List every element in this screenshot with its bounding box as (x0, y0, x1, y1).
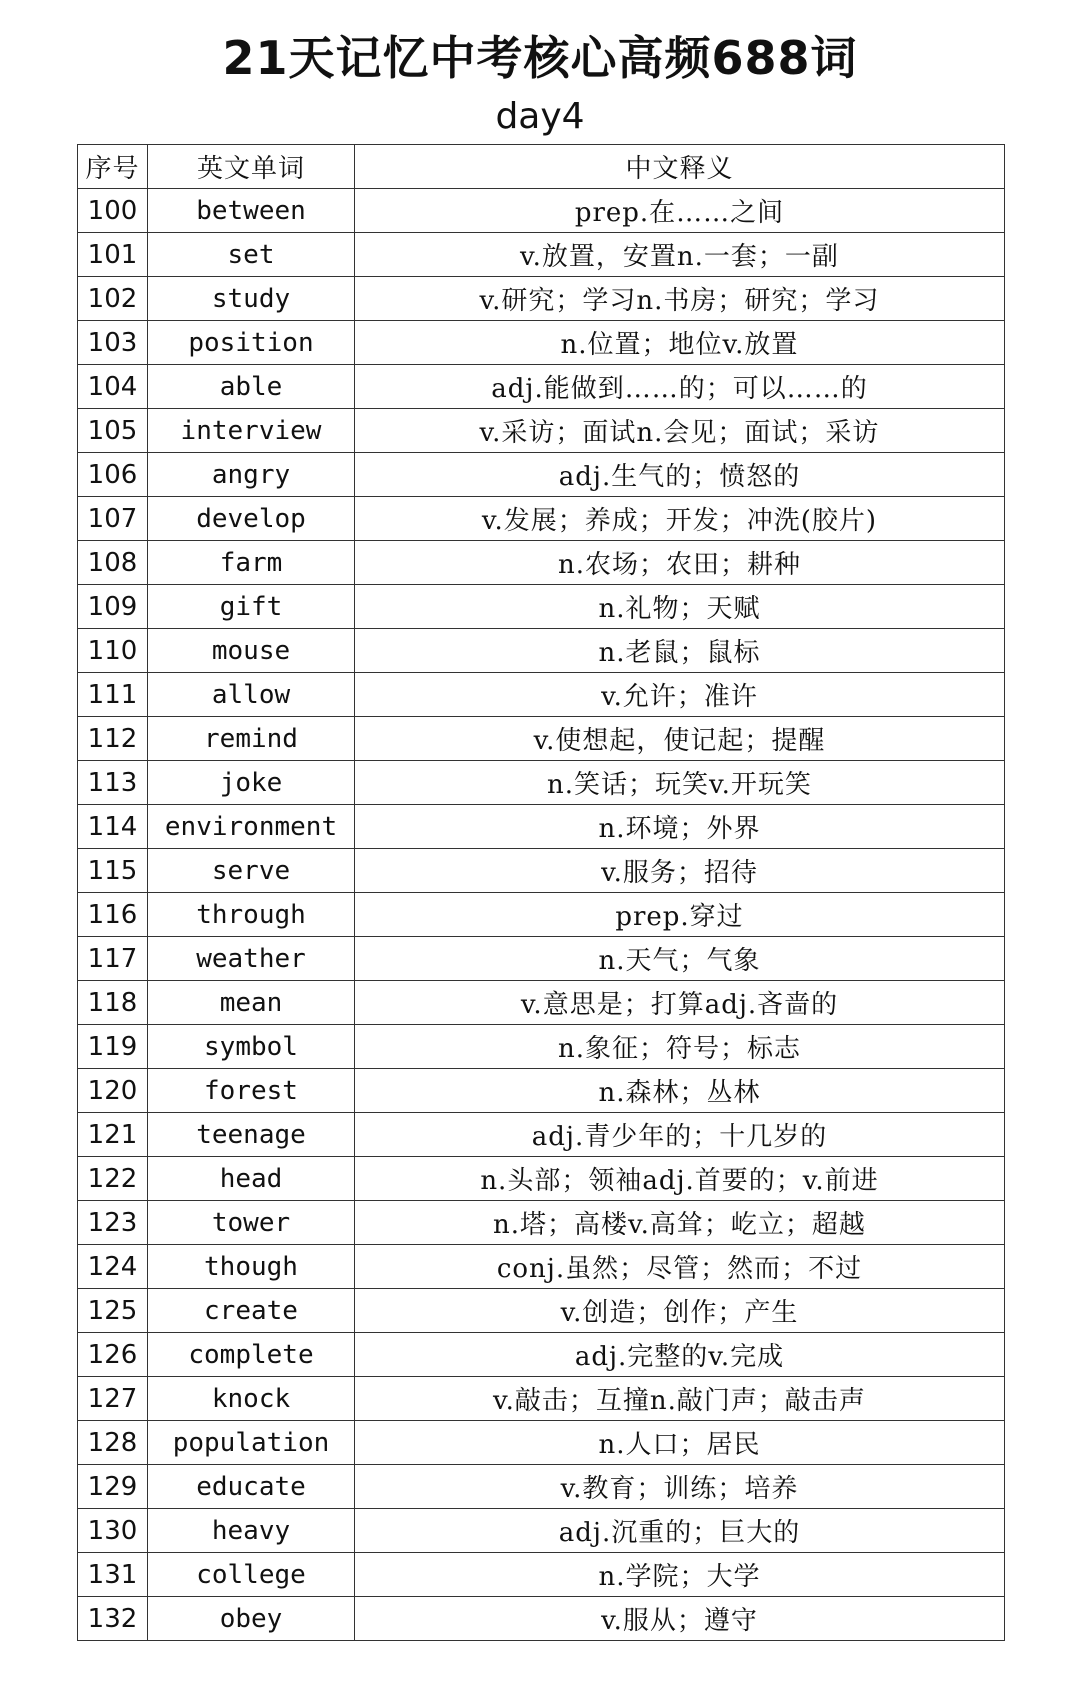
cell-chinese-meaning: prep.在……之间 (355, 189, 1005, 233)
cell-english-word: between (148, 189, 355, 233)
cell-english-word: develop (148, 497, 355, 541)
table-row (78, 1509, 1005, 1553)
table-row (78, 805, 1005, 849)
table-row (78, 717, 1005, 761)
cell-chinese-meaning: n.环境；外界 (355, 805, 1005, 849)
cell-english-word: angry (148, 453, 355, 497)
table-row (78, 1157, 1005, 1201)
cell-english-word: environment (148, 805, 355, 849)
table-row (78, 541, 1005, 585)
cell-number: 120 (78, 1069, 148, 1113)
table-row (78, 849, 1005, 893)
cell-english-word: population (148, 1421, 355, 1465)
table-row (78, 365, 1005, 409)
cell-chinese-meaning: n.农场；农田；耕种 (355, 541, 1005, 585)
cell-english-word: weather (148, 937, 355, 981)
table-row (78, 1333, 1005, 1377)
cell-number: 127 (78, 1377, 148, 1421)
table-row (78, 761, 1005, 805)
cell-number: 107 (78, 497, 148, 541)
vocabulary-table (77, 144, 1005, 1641)
table-header-row (78, 145, 1005, 189)
cell-english-word: heavy (148, 1509, 355, 1553)
table-row (78, 189, 1005, 233)
table-row (78, 937, 1005, 981)
cell-english-word: gift (148, 585, 355, 629)
cell-chinese-meaning: v.服从；遵守 (355, 1597, 1005, 1641)
cell-chinese-meaning: v.发展；养成；开发；冲洗(胶片) (355, 497, 1005, 541)
header-number: 序号 (78, 145, 148, 189)
table-row (78, 1069, 1005, 1113)
cell-english-word: tower (148, 1201, 355, 1245)
cell-number: 117 (78, 937, 148, 981)
cell-english-word: joke (148, 761, 355, 805)
cell-number: 128 (78, 1421, 148, 1465)
cell-english-word: though (148, 1245, 355, 1289)
table-row (78, 1113, 1005, 1157)
table-row (78, 981, 1005, 1025)
cell-chinese-meaning: v.服务；招待 (355, 849, 1005, 893)
cell-english-word: serve (148, 849, 355, 893)
cell-number: 100 (78, 189, 148, 233)
table-row (78, 409, 1005, 453)
table-row (78, 1201, 1005, 1245)
cell-english-word: college (148, 1553, 355, 1597)
page-title: 21天记忆中考核心高频688词 (222, 31, 858, 85)
table-row (78, 673, 1005, 717)
cell-chinese-meaning: v.研究；学习n.书房；研究；学习 (355, 277, 1005, 321)
table-row (78, 277, 1005, 321)
cell-chinese-meaning: conj.虽然；尽管；然而；不过 (355, 1245, 1005, 1289)
cell-number: 116 (78, 893, 148, 937)
cell-english-word: mouse (148, 629, 355, 673)
cell-chinese-meaning: adj.沉重的；巨大的 (355, 1509, 1005, 1553)
table-row (78, 1465, 1005, 1509)
cell-number: 119 (78, 1025, 148, 1069)
cell-number: 105 (78, 409, 148, 453)
cell-chinese-meaning: n.天气；气象 (355, 937, 1005, 981)
cell-chinese-meaning: adj.能做到……的；可以……的 (355, 365, 1005, 409)
cell-number: 123 (78, 1201, 148, 1245)
table-row (78, 233, 1005, 277)
table-row (78, 585, 1005, 629)
cell-english-word: interview (148, 409, 355, 453)
table-row (78, 497, 1005, 541)
cell-number: 124 (78, 1245, 148, 1289)
cell-english-word: educate (148, 1465, 355, 1509)
cell-english-word: farm (148, 541, 355, 585)
cell-chinese-meaning: n.位置；地位v.放置 (355, 321, 1005, 365)
cell-chinese-meaning: v.教育；训练；培养 (355, 1465, 1005, 1509)
cell-chinese-meaning: v.使想起，使记起；提醒 (355, 717, 1005, 761)
cell-chinese-meaning: v.放置，安置n.一套；一副 (355, 233, 1005, 277)
cell-number: 109 (78, 585, 148, 629)
cell-chinese-meaning: v.意思是；打算adj.吝啬的 (355, 981, 1005, 1025)
cell-chinese-meaning: n.象征；符号；标志 (355, 1025, 1005, 1069)
cell-number: 106 (78, 453, 148, 497)
cell-chinese-meaning: n.塔；高楼v.高耸；屹立；超越 (355, 1201, 1005, 1245)
table-row (78, 629, 1005, 673)
cell-number: 118 (78, 981, 148, 1025)
cell-number: 126 (78, 1333, 148, 1377)
cell-english-word: able (148, 365, 355, 409)
cell-english-word: complete (148, 1333, 355, 1377)
cell-chinese-meaning: v.敲击；互撞n.敲门声；敲击声 (355, 1377, 1005, 1421)
cell-english-word: obey (148, 1597, 355, 1641)
cell-number: 101 (78, 233, 148, 277)
cell-english-word: symbol (148, 1025, 355, 1069)
cell-number: 102 (78, 277, 148, 321)
cell-number: 112 (78, 717, 148, 761)
cell-english-word: allow (148, 673, 355, 717)
cell-chinese-meaning: n.头部；领袖adj.首要的；v.前进 (355, 1157, 1005, 1201)
table-row (78, 453, 1005, 497)
cell-english-word: teenage (148, 1113, 355, 1157)
table-row (78, 1597, 1005, 1641)
cell-english-word: create (148, 1289, 355, 1333)
cell-chinese-meaning: v.创造；创作；产生 (355, 1289, 1005, 1333)
cell-number: 113 (78, 761, 148, 805)
cell-chinese-meaning: v.采访；面试n.会见；面试；采访 (355, 409, 1005, 453)
cell-number: 103 (78, 321, 148, 365)
table-row (78, 1245, 1005, 1289)
cell-chinese-meaning: adj.生气的；愤怒的 (355, 453, 1005, 497)
header-chinese-meaning: 中文释义 (355, 145, 1005, 189)
cell-number: 115 (78, 849, 148, 893)
cell-number: 110 (78, 629, 148, 673)
header-english-word: 英文单词 (148, 145, 355, 189)
cell-number: 108 (78, 541, 148, 585)
cell-number: 114 (78, 805, 148, 849)
cell-chinese-meaning: n.人口；居民 (355, 1421, 1005, 1465)
cell-english-word: study (148, 277, 355, 321)
cell-number: 125 (78, 1289, 148, 1333)
cell-number: 130 (78, 1509, 148, 1553)
table-row (78, 893, 1005, 937)
cell-chinese-meaning: n.学院；大学 (355, 1553, 1005, 1597)
cell-chinese-meaning: adj.青少年的；十几岁的 (355, 1113, 1005, 1157)
cell-number: 122 (78, 1157, 148, 1201)
cell-chinese-meaning: n.老鼠；鼠标 (355, 629, 1005, 673)
cell-number: 132 (78, 1597, 148, 1641)
cell-chinese-meaning: prep.穿过 (355, 893, 1005, 937)
cell-chinese-meaning: n.森林；丛林 (355, 1069, 1005, 1113)
cell-english-word: forest (148, 1069, 355, 1113)
table-row (78, 1377, 1005, 1421)
cell-english-word: remind (148, 717, 355, 761)
cell-chinese-meaning: adj.完整的v.完成 (355, 1333, 1005, 1377)
cell-english-word: through (148, 893, 355, 937)
table-row (78, 1421, 1005, 1465)
cell-number: 104 (78, 365, 148, 409)
cell-english-word: set (148, 233, 355, 277)
table-row (78, 1025, 1005, 1069)
page-subtitle: day4 (495, 96, 585, 137)
table-row (78, 1553, 1005, 1597)
table-row (78, 321, 1005, 365)
table-row (78, 1289, 1005, 1333)
table-body (78, 189, 1005, 1641)
cell-english-word: position (148, 321, 355, 365)
cell-number: 129 (78, 1465, 148, 1509)
cell-number: 131 (78, 1553, 148, 1597)
cell-chinese-meaning: n.笑话；玩笑v.开玩笑 (355, 761, 1005, 805)
cell-number: 111 (78, 673, 148, 717)
cell-number: 121 (78, 1113, 148, 1157)
cell-english-word: knock (148, 1377, 355, 1421)
cell-english-word: head (148, 1157, 355, 1201)
cell-chinese-meaning: v.允许；准许 (355, 673, 1005, 717)
cell-english-word: mean (148, 981, 355, 1025)
cell-chinese-meaning: n.礼物；天赋 (355, 585, 1005, 629)
